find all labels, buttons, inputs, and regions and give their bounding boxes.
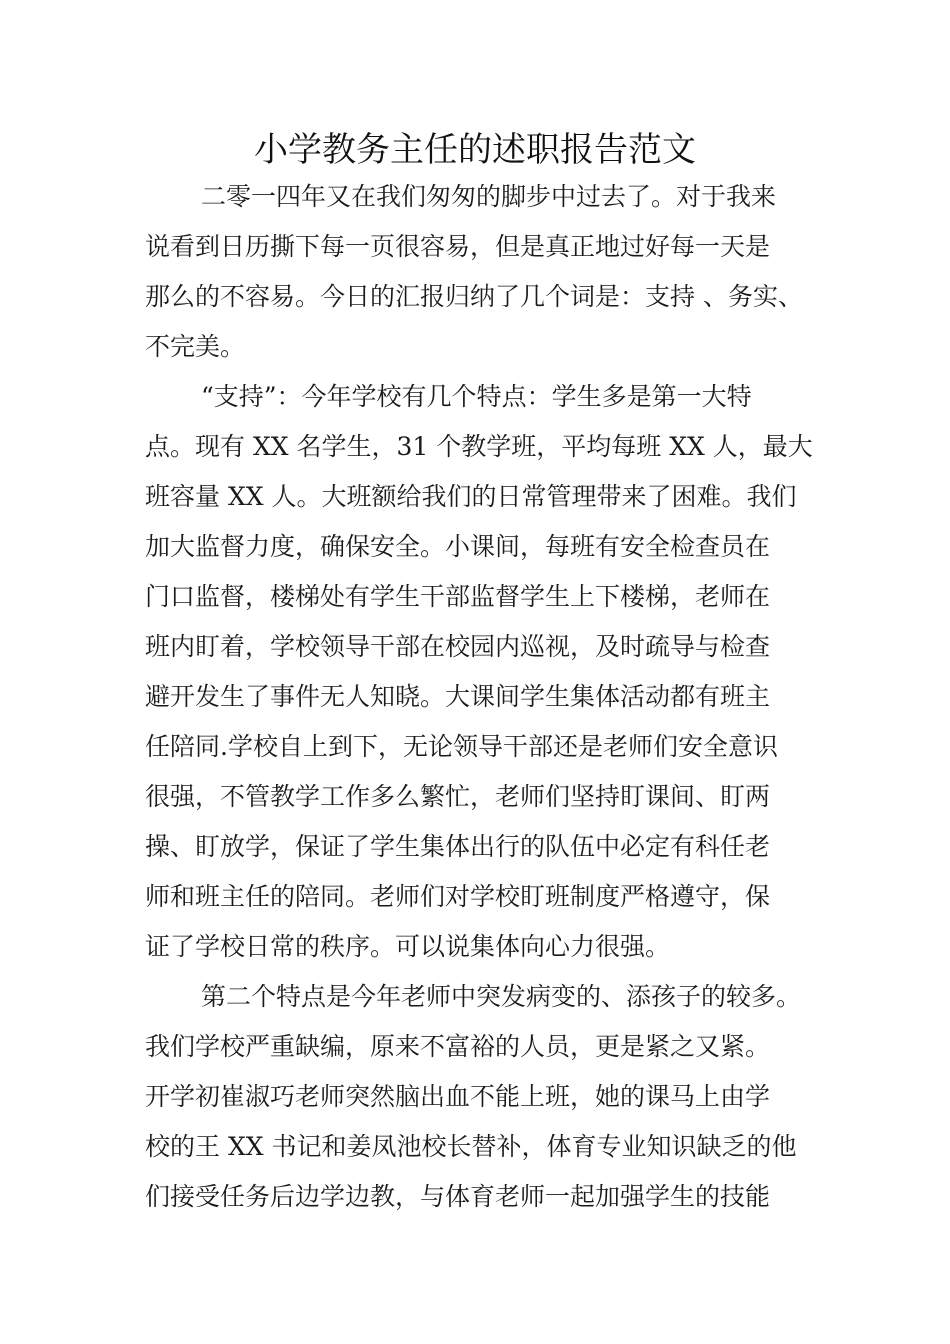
paragraph-line: 说看到日历撕下每一页很容易，但是真正地过好每一天是: [145, 232, 771, 261]
document-body: [145, 172, 825, 1222]
document-title: 小学教务主任的述职报告范文: [254, 130, 696, 170]
paragraph-line: 校的王 XX 书记和姜凤池校长替补，体育专业知识缺乏的他: [145, 1132, 797, 1161]
paragraph-line: 那么的不容易。今日的汇报归纳了几个词是：支持 、务实、: [145, 282, 803, 311]
paragraph-line: 班容量 XX 人。大班额给我们的日常管理带来了困难。我们: [145, 482, 797, 511]
paragraph-line: 我们学校严重缺编，原来不富裕的人员，更是紧之又紧。: [145, 1032, 771, 1061]
paragraph-2: [145, 372, 825, 972]
paragraph-line: 操、盯放学，保证了学生集体出行的队伍中必定有科任老: [145, 832, 771, 861]
paragraph-line: “支持”：今年学校有几个特点：学生多是第一大特: [201, 382, 752, 411]
paragraph-1: [145, 172, 825, 372]
paragraph-line: 避开发生了事件无人知晓。大课间学生集体活动都有班主: [145, 682, 771, 711]
paragraph-line: 二零一四年又在我们匆匆的脚步中过去了。对于我来: [201, 182, 777, 211]
paragraph-line: 不完美。: [145, 332, 246, 361]
paragraph-line: 门口监督，楼梯处有学生干部监督学生上下楼梯，老师在: [145, 582, 771, 611]
paragraph-3: [145, 972, 825, 1222]
paragraph-line: 很强，不管教学工作多么繁忙，老师们坚持盯课间、盯两: [145, 782, 771, 811]
paragraph-line: 第二个特点是今年老师中突发病变的、添孩子的较多。: [201, 982, 802, 1011]
paragraph-line: 点。现有 XX 名学生，31 个教学班，平均每班 XX 人，最大: [145, 432, 813, 461]
paragraph-line: 班内盯着，学校领导干部在校园内巡视，及时疏导与检查: [145, 632, 771, 661]
paragraph-line: 任陪同.学校自上到下，无论领导干部还是老师们安全意识: [145, 732, 778, 761]
paragraph-line: 证了学校日常的秩序。可以说集体向心力很强。: [145, 932, 671, 961]
paragraph-line: 开学初崔淑巧老师突然脑出血不能上班，她的课马上由学: [145, 1082, 771, 1111]
paragraph-line: 师和班主任的陪同。老师们对学校盯班制度严格遵守，保: [145, 882, 771, 911]
paragraph-line: 们接受任务后边学边教，与体育老师一起加强学生的技能: [145, 1182, 771, 1211]
paragraph-line: 加大监督力度，确保安全。小课间，每班有安全检查员在: [145, 532, 771, 561]
